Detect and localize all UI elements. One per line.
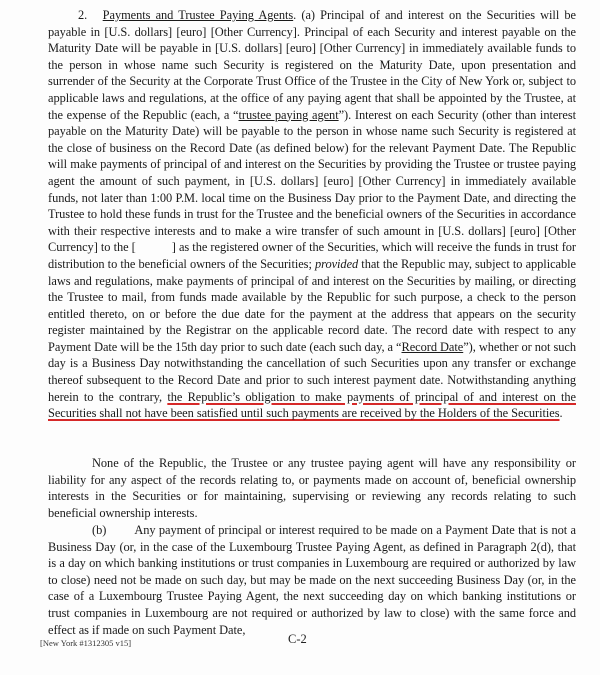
section-2a-paragraph: 2. Payments and Trustee Paying Agents. (a) Principal of and interest on the Securities will be payable in [U.S. dollars] [euro] [Other Currency]. Principal of each Security and interest payable on the Maturity Date will be payable in [U.S. dollars] [euro] [Other Currency] in immediately available funds to the person in whose name such Security is registered on the Maturity Date, upon presentation and surrender of the Security at the Corporate Trust Office of the Trustee in the City of New York or, subject to applicable laws and regulations, at the office of any paying agent that shall be appointed by the Trustee, at the expense of the Republic (each, a “trustee paying agent”). Interest on each Security (other than interest payable on the Maturity Date) will be payable to the person in whose name such Security is registered at the close of business on the Record Date (as defined below) for the relevant Payment Date. The Republic will make payments of principal of and interest on the Securities by providing the Trustee or trustee paying agent the amount of such payment, in [U.S. dollars] [euro] [Other Currency] in immediately available funds, not later than 1:00 P.M. local time on the Business Day prior to the Payment Date, and directing the Trustee to hold these funds in trust for the Trustee and the beneficial owners of the Securities in accordance with their respective interests and to make a wire transfer of such amount in [U.S. dollars] [euro] [Other Currency] to the [ ] as the registered owner of the Securities, which will receive the funds in trust for distribution to the beneficial owners of the Securities; provided that the Republic may, subject to applicable laws and regulations, make payments of principal of and interest on the Securities by mailing, or directing the Trustee to mail, from funds made available by the Republic for such purpose, a check to the person entitled thereto, on or before the due date for the payment at the address that appears on the security register maintained by the Registrar on the applicable record date. The record date with respect to any Payment Date will be the 15th day prior to such date (each such day, a “Record Date”), whether or not such day is a Business Day notwithstanding the cancellation of such Securities upon any transfer or exchange thereof subsequent to the Record Date and prior to such interest payment date. Notwithstanding anything herein to the contrary, the Republic’s obligation to make payments of principal of and interest on the Securities shall not have been satisfied until such payments are received by the Holders of the Securities.: [48, 8, 577, 421]
highlighted-obligation-text: the Republic’s obligation to make payments of principal of and interest on the Securities shall not have been satisfied until such payments are received by the Holders of the Securities: [48, 389, 576, 421]
defined-term-record-date: Record Date: [401, 339, 464, 354]
text-segment-3: ] as the registered owner of the Securities, which will receive the funds in trust for distribution to the beneficial owners of the Securities;: [48, 240, 576, 271]
text-segment-4: that the Republic may, subject to applicable laws and regulations, make payments of principal of and interest on the Securities by mailing, or directing the Trustee to mail, from funds made available by the Republic for such purpose, a check to the person entitled thereto, on or before the due date for the payment at the address that appears on the security register maintained by the Registrar on the applicable record date. The record date with respect to any Payment Date will be the 15th day prior to such date (each such day, a “: [48, 256, 576, 354]
text-segment-1: Principal of and interest on the Securities will be payable in [U.S. dollars] [euro] [Other Currency]. Principal of each Security and interest payable on the Maturity Date will be payable in [U.S. dollars] [euro] [Other Currency] in immediately available funds to the person in whose name such Security is registered on the Maturity Date, upon presentation and surrender of the Security at the Corporate Trust Office of the Trustee in the City of New York or, subject to applicable laws and regulations, at the office of any paying agent that shall be appointed by the Trustee, at the expense of the Republic (each, a “: [48, 8, 576, 122]
section-number: 2.: [78, 8, 88, 22]
page-number: C-2: [288, 632, 307, 646]
defined-term-trustee-paying-agent: trustee paying agent: [238, 107, 339, 122]
paragraph-b-text: Any payment of principal or interest required to be made on a Payment Date that is not a Business Day (or, in the case of the Luxembourg Trustee Paying Agent, as defined in Paragraph 2(d), that is a day on which banking institutions or trust companies in Luxembourg are required or authorized by law to close) need not be made on such day, but may be made on the next succeeding Business Day (or, in the case of a Luxembourg Trustee Paying Agent, the next succeeding day on which banking institutions or trust companies in Luxembourg are not required or authorized by law to close) with the same force and effect as if made on such Payment Date,: [48, 523, 576, 637]
text-segment-5: ”), whether or not such day is a Business Day notwithstanding the cancellation of such Securities upon any transfer or exchange thereof subsequent to the Record Date and prior to such interest payment date. Notwithstanding anything herein to the contrary,: [48, 339, 576, 404]
text-segment-2: ”). Interest on each Security (other than interest payable on the Maturity Date) will be payable to the person in whose name such Security is registered at the close of business on the Record Date (as defined below) for the relevant Payment Date. The Republic will make payments of principal of and interest on the Securities by providing the Trustee or trustee paying agent the amount of such payment, in [U.S. dollars] [euro] [Other Currency] in immediately available funds, not later than 1:00 P.M. local time on the Business Day prior to the Payment Date, and directing the Trustee to hold these funds in trust for the Trustee and the beneficial owners of the Securities in accordance with their respective interests and to make a wire transfer of such amount in [U.S. dollars] [euro] [Other Currency] to the [: [48, 107, 577, 255]
sub-label-a: (a): [301, 8, 315, 22]
section-heading: Payments and Trustee Paying Agents: [102, 8, 294, 22]
sub-label-b: (b): [92, 523, 107, 537]
responsibility-paragraph: [48, 455, 576, 521]
provided-term: provided: [314, 256, 359, 271]
text-segment-6: .: [559, 406, 563, 421]
responsibility-text: None of the Republic, the Trustee or any trustee paying agent will have any responsibility or liability for any aspect of the records relating to, or payments made on account of, beneficial ownership interests in the Securities or for maintaining, supervising or reviewing any records relating to such beneficial ownership interests.: [48, 456, 576, 520]
paragraph-b: [48, 522, 576, 638]
document-id: [New York #1312305 v15]: [40, 638, 132, 648]
